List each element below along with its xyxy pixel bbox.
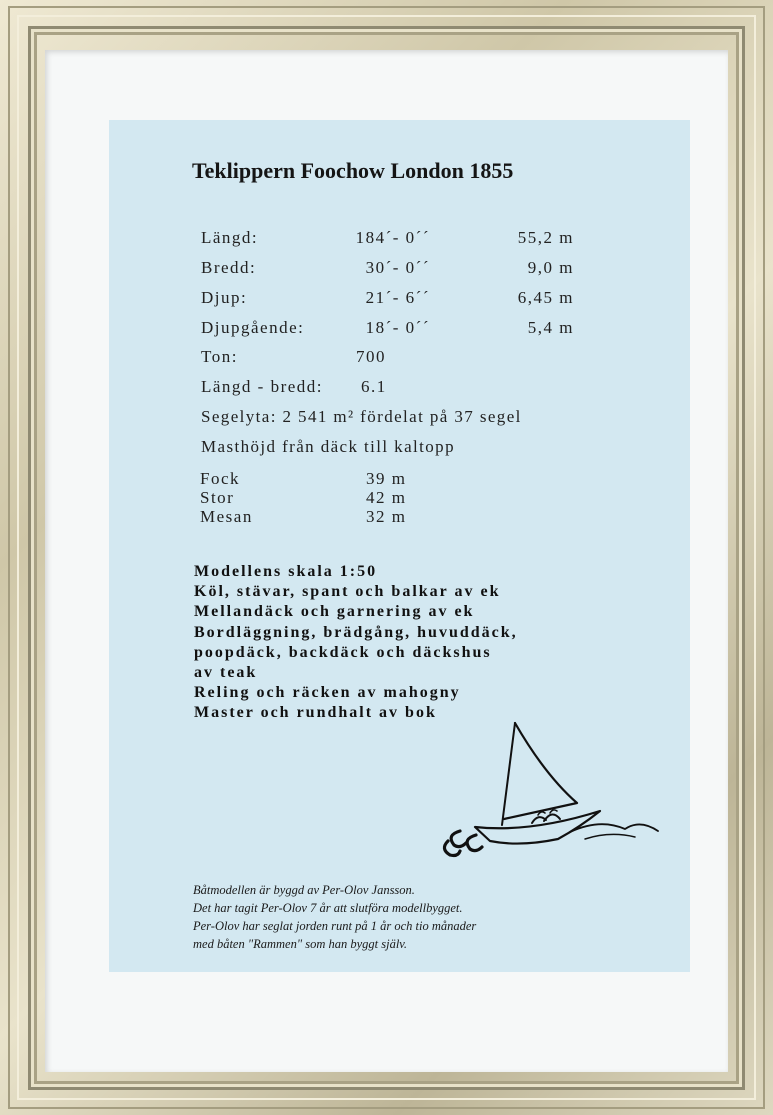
spec-metric-width: 9,0 m (527, 258, 574, 277)
spec-metric-draught: 5,4 m (527, 318, 574, 337)
mast-label-stor: Stor (200, 488, 235, 507)
ratio-value: 6.1 (361, 377, 387, 396)
builder-note: Det har tagit Per-Olov 7 år att slutföra modellbygget. (193, 901, 463, 915)
spec-label-depth: Djup: (201, 288, 248, 307)
model-line: Modellens skala 1:50 (194, 563, 378, 580)
model-line: Bordläggning, brädgång, huvuddäck, (194, 624, 518, 641)
ton-label: Ton: (201, 347, 238, 366)
spec-metric-length: 55,2 m (517, 228, 574, 247)
model-line: av teak (194, 664, 258, 681)
spec-metric-depth: 6,45 m (517, 288, 574, 307)
mast-label-fock: Fock (200, 469, 240, 488)
model-line: poopdäck, backdäck och däckshus (194, 644, 492, 661)
sailboat-drawing-icon (440, 715, 670, 870)
model-line: Köl, stävar, spant och balkar av ek (194, 583, 501, 600)
spec-label-draught: Djupgående: (201, 318, 305, 337)
ratio-label: Längd - bredd: (201, 377, 324, 396)
mast-value-mesan: 32 m (366, 507, 407, 526)
mast-value-fock: 39 m (366, 469, 407, 488)
model-line: Master och rundhalt av bok (194, 704, 437, 721)
mast-value-stor: 42 m (366, 488, 407, 507)
spec-imperial-draught: 18´- 0´´ (365, 318, 430, 337)
model-line: Mellandäck och garnering av ek (194, 603, 475, 620)
page-title: Teklippern Foochow London 1855 (192, 158, 514, 183)
builder-note: med båten "Rammen" som han byggt själv. (193, 937, 408, 951)
mast-label-mesan: Mesan (200, 507, 253, 526)
builder-note: Per-Olov har seglat jorden runt på 1 år och tio månader (193, 919, 477, 933)
mast-heading: Masthöjd från däck till kaltopp (201, 437, 455, 456)
spec-label-length: Längd: (201, 228, 259, 247)
spec-imperial-length: 184´- 0´´ (355, 228, 430, 247)
model-line: Reling och räcken av mahogny (194, 684, 461, 701)
spec-label-width: Bredd: (201, 258, 257, 277)
builder-note: Båtmodellen är byggd av Per-Olov Jansson. (193, 883, 415, 897)
ton-value: 700 (356, 347, 386, 366)
spec-imperial-width: 30´- 0´´ (365, 258, 430, 277)
spec-imperial-depth: 21´- 6´´ (365, 288, 430, 307)
sail-area-line: Segelyta: 2 541 m² fördelat på 37 segel (201, 407, 522, 426)
